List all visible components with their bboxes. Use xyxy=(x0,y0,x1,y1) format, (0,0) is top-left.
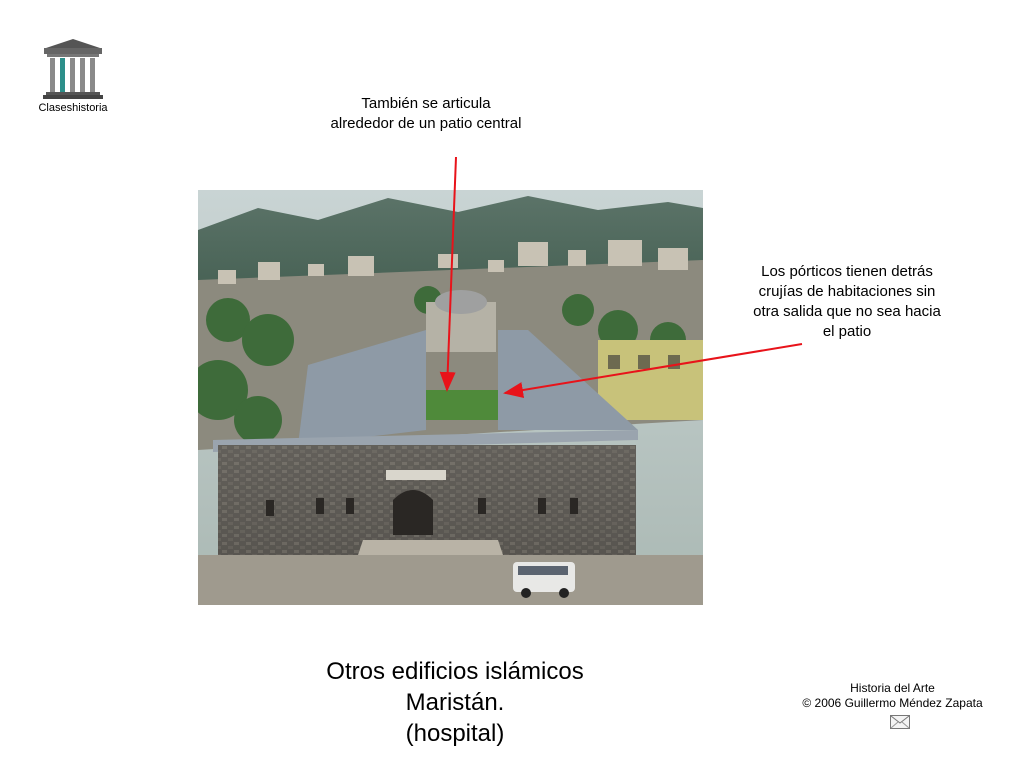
patio-arrow xyxy=(447,157,456,390)
patio-annotation-line: alrededor de un patio central xyxy=(330,115,522,132)
caption-note: (hospital) xyxy=(405,720,505,747)
caption-title: Otros edificios islámicos xyxy=(326,658,584,685)
slide-caption xyxy=(290,656,620,749)
porticos-annotation-line: Los pórticos tienen detrás xyxy=(761,263,933,280)
patio-annotation-line: También se articula xyxy=(361,95,491,112)
caption-subtitle: Maristán. xyxy=(405,689,505,716)
credits xyxy=(780,681,1005,711)
logo-label: Claseshistoria xyxy=(38,102,108,114)
porticos-annotation-line: el patio xyxy=(822,323,872,340)
porticos-annotation-line: otra salida que no sea hacia xyxy=(753,303,941,320)
porticos-annotation-line: crujías de habitaciones sin xyxy=(758,283,936,300)
porticos-arrow xyxy=(505,344,802,393)
credits-copyright: © 2006 Guillermo Méndez Zapata xyxy=(802,696,983,710)
envelope-icon[interactable] xyxy=(890,715,910,729)
credits-subject: Historia del Arte xyxy=(850,681,935,695)
